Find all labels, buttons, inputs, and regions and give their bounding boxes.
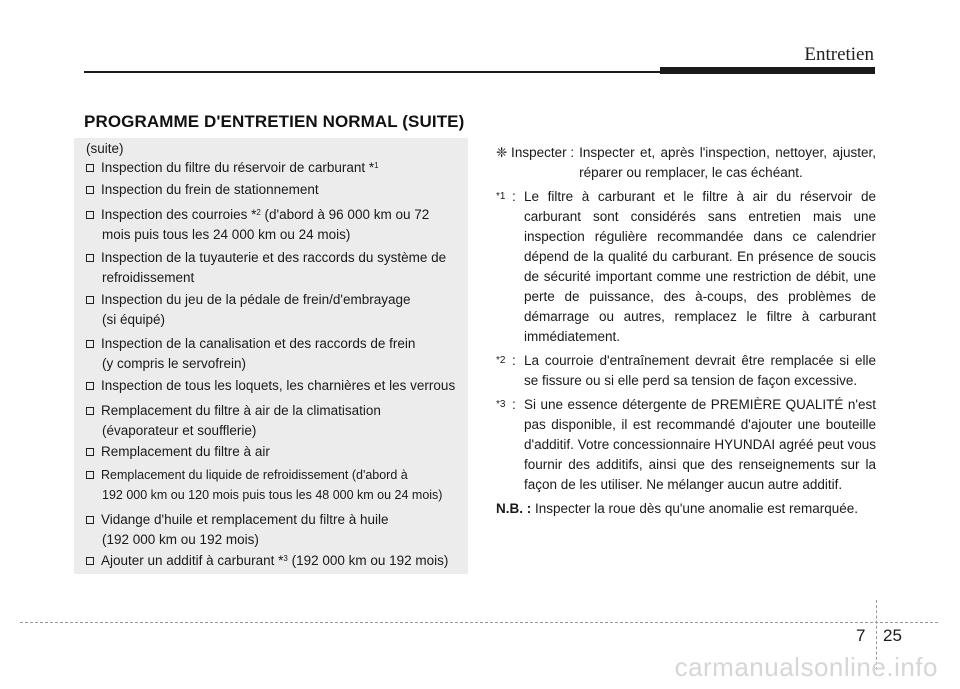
checkbox-icon bbox=[86, 407, 94, 415]
footnote: *3 : Si une essence détergente de PREMIÈRE QUALITÉ n'est pas disponible, il est recommandé d'ajouter une bouteille d'additif. Votre concessionnaire HYUNDAI agréé peut vous fournir des additifs, ainsi que des renseignements sur la façon de les utiliser. Ne mélanger aucun autre additif. bbox=[496, 395, 876, 495]
checkbox-icon bbox=[86, 471, 94, 479]
maintenance-item: Inspection de la tuyauterie et des raccords du système de refroidissement bbox=[86, 248, 466, 288]
checkbox-icon bbox=[86, 211, 94, 219]
nb-note bbox=[496, 499, 876, 519]
footnote: *1 : Le filtre à carburant et le filtre à air du réservoir de carburant sont considérés sans entretien mais une inspection régulière recommandée dans ce calendrier dépend de la qualité du carburant. En présence de soucis de sécurité important comme une restriction de débit, une perte de puissance, des à-coups, des problèmes de démarrage ou autres, remplacez le filtre à carburant immédiatement. bbox=[496, 187, 876, 347]
header-rule-accent bbox=[660, 67, 875, 74]
footnote-text: Le filtre à carburant et le filtre à air du réservoir de carburant sont considérés sans entretien mais une inspection régulière recommandée dans ce calendrier dépend de la qualité du carburant. En présence de soucis de sécurité important comme une restriction de débit, une perte de puissance, des à-coups, des problèmes de démarrage ou autres, remplacez le filtre à carburant immédiatement. bbox=[524, 189, 876, 344]
footnote: *2 : La courroie d'entraînement devrait être remplacée si elle se fissure ou si elle perd sa tension de façon excessive. bbox=[496, 351, 876, 391]
maintenance-items-panel bbox=[74, 138, 468, 574]
checkbox-icon bbox=[86, 186, 94, 194]
header-rule bbox=[84, 71, 660, 73]
footnote-mark: *2 bbox=[496, 355, 506, 366]
footnote-mark: *1 bbox=[496, 191, 506, 202]
checkbox-icon bbox=[86, 382, 94, 390]
maintenance-item: Remplacement du filtre à air bbox=[86, 442, 466, 462]
maintenance-item: Vidange d'huile et remplacement du filtre à huile (192 000 km ou 192 mois) bbox=[86, 510, 466, 550]
checkbox-icon bbox=[86, 254, 94, 262]
checkbox-icon bbox=[86, 516, 94, 524]
inspect-label: ❈ Inspecter : bbox=[496, 145, 575, 160]
nb-label: N.B. : bbox=[496, 501, 532, 516]
chapter-header-title: Entretien bbox=[804, 44, 874, 65]
footer-rule bbox=[20, 622, 938, 623]
maintenance-item: Remplacement du liquide de refroidissement (d'abord à 192 000 km ou 120 mois puis tous les 48 000 km ou 24 mois) bbox=[86, 465, 466, 505]
page-number: 25 bbox=[883, 626, 902, 645]
maintenance-item: Inspection des courroies *$^2$ (d'abord à 96 000 km ou 72 mois puis tous les 24 000 km ou 24 mois) bbox=[86, 205, 466, 245]
checkbox-icon bbox=[86, 296, 94, 304]
checkbox-icon bbox=[86, 448, 94, 456]
maintenance-item: Inspection du frein de stationnement bbox=[86, 180, 466, 200]
checkbox-icon bbox=[86, 164, 94, 172]
footnote-text: Si une essence détergente de PREMIÈRE QUALITÉ n'est pas disponible, il est recommandé d'ajouter une bouteille d'additif. Votre concessionnaire HYUNDAI agréé peut vous fournir des additifs, ainsi que des renseignements sur la façon de les utiliser. Ne mélanger aucun autre additif. bbox=[524, 397, 876, 492]
maintenance-item: Ajouter un additif à carburant *$^3$ (192 000 km ou 192 mois) bbox=[86, 551, 466, 571]
maintenance-item: Inspection du jeu de la pédale de frein/d'embrayage (si équipé) bbox=[86, 290, 466, 330]
footnote-mark: *3 bbox=[496, 399, 506, 410]
maintenance-item: Inspection du filtre du réservoir de carburant *$^1$ bbox=[86, 158, 466, 178]
section-title: PROGRAMME D'ENTRETIEN NORMAL (SUITE) bbox=[84, 112, 465, 131]
inspect-text: Inspecter et, après l'inspection, nettoyer, ajuster, réparer ou remplacer, le cas échéant. bbox=[579, 145, 876, 180]
suite-label: (suite) bbox=[86, 141, 124, 156]
maintenance-item: Inspection de tous les loquets, les charnières et les verrous bbox=[86, 376, 466, 396]
nb-text: Inspecter la roue dès qu'une anomalie est remarquée. bbox=[535, 501, 859, 516]
footnote-text: La courroie d'entraînement devrait être remplacée si elle se fissure ou si elle perd sa tension de façon excessive. bbox=[524, 353, 876, 388]
watermark: carmanualsonline.info bbox=[674, 652, 938, 682]
inspect-definition bbox=[496, 143, 876, 183]
maintenance-item: Remplacement du filtre à air de la climatisation (évaporateur et soufflerie) bbox=[86, 401, 466, 441]
maintenance-item: Inspection de la canalisation et des raccords de frein (y compris le servofrein) bbox=[86, 334, 466, 374]
footnotes-column bbox=[496, 143, 876, 519]
chapter-number: 7 bbox=[856, 626, 866, 645]
checkbox-icon bbox=[86, 340, 94, 348]
checkbox-icon bbox=[86, 557, 94, 565]
